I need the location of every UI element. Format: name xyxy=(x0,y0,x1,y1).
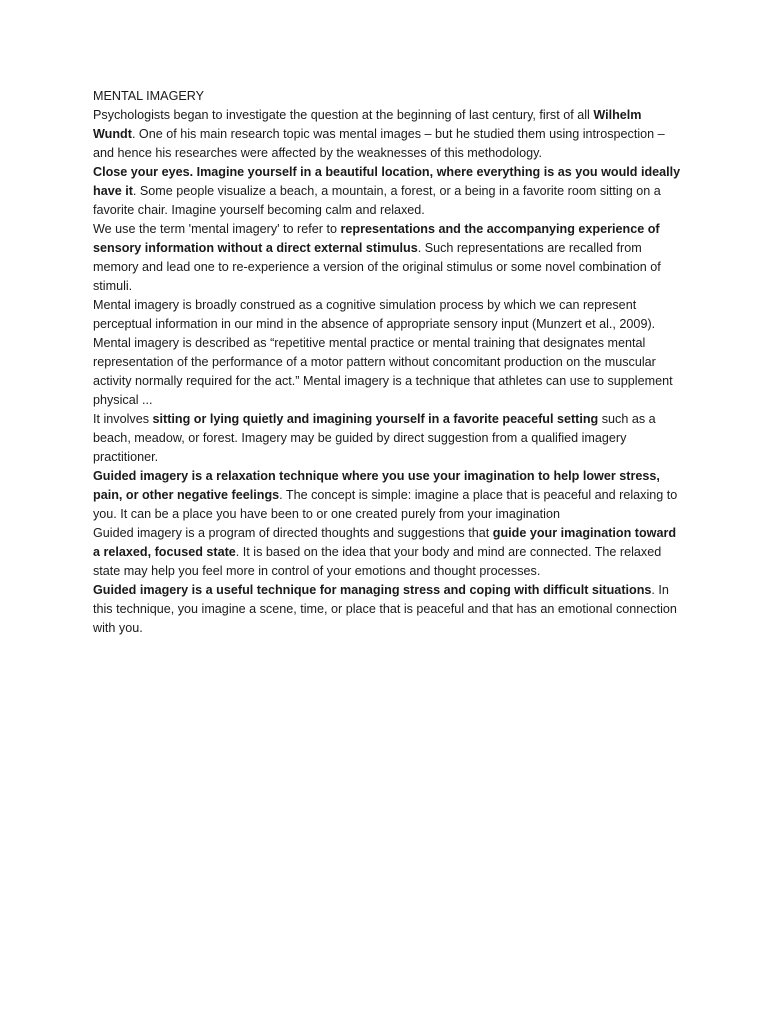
document-title: MENTAL IMAGERY xyxy=(93,89,205,103)
text-run: such as a beach, meadow, or forest. Imagery may be guided by direct suggestion from a qualified imagery practitioner. xyxy=(93,412,656,464)
paragraph-wundt xyxy=(93,106,683,163)
text-run-bold: Wilhelm Wundt xyxy=(93,108,642,141)
text-run: Guided imagery is a program of directed thoughts and suggestions that xyxy=(93,526,493,540)
paragraph-mental-practice xyxy=(93,334,683,410)
paragraph-directed-thoughts xyxy=(93,524,683,581)
text-run: Mental imagery is described as “repetitive mental practice or mental training that designates mental representation of the performance of a motor pattern without concomitant production on the muscular activity normally required for the act.” Mental imagery is a technique that athletes can use to supplement physical ... xyxy=(93,336,673,407)
paragraph-close-your-eyes xyxy=(93,163,683,220)
text-run-bold: Close your eyes. Imagine yourself in a beautiful location, where everything is as you would ideally have it xyxy=(93,165,681,198)
text-run-bold: representations and the accompanying experience of sensory information without a direct external stimulus xyxy=(93,222,660,255)
text-run-bold: Guided imagery is a useful technique for managing stress and coping with difficult situations xyxy=(93,583,652,597)
text-run-bold: sitting or lying quietly and imagining yourself in a favorite peaceful setting xyxy=(152,412,599,426)
text-run: . Such representations are recalled from memory and lead one to re-experience a version of the original stimulus or some novel combination of stimuli. xyxy=(93,241,661,293)
text-run: It involves xyxy=(93,412,153,426)
paragraph-cognitive-simulation xyxy=(93,296,683,334)
paragraph-definition xyxy=(93,220,683,296)
document-page xyxy=(93,87,683,638)
text-run: . The concept is simple: imagine a place that is peaceful and relaxing to you. It can be a place you have been to or one created purely from your imagination xyxy=(93,488,678,521)
text-run: . One of his main research topic was mental images – but he studied them using introspection – and hence his researches were affected by the weaknesses of this methodology. xyxy=(93,127,665,160)
paragraph-relaxation-technique xyxy=(93,467,683,524)
text-run-bold: Guided imagery is a relaxation technique where you use your imagination to help lower stress, pain, or other negative feelings xyxy=(93,469,660,502)
text-run-bold: guide your imagination toward a relaxed, focused state xyxy=(93,526,677,559)
text-run: Mental imagery is broadly construed as a cognitive simulation process by which we can represent perceptual information in our mind in the absence of appropriate sensory input (Munzert et al., 2009). xyxy=(93,298,656,331)
paragraph-managing-stress xyxy=(93,581,683,638)
paragraph-involves xyxy=(93,410,683,467)
text-run: . It is based on the idea that your body and mind are connected. The relaxed state may help you feel more in control of your emotions and thought processes. xyxy=(93,545,662,578)
text-run: We use the term 'mental imagery' to refer to xyxy=(93,222,341,236)
text-run: Psychologists began to investigate the question at the beginning of last century, first of all xyxy=(93,108,594,122)
text-run: . In this technique, you imagine a scene, time, or place that is peaceful and that has an emotional connection with you. xyxy=(93,583,677,635)
text-run: . Some people visualize a beach, a mountain, a forest, or a being in a favorite room sitting on a favorite chair. Imagine yourself becoming calm and relaxed. xyxy=(93,184,661,217)
